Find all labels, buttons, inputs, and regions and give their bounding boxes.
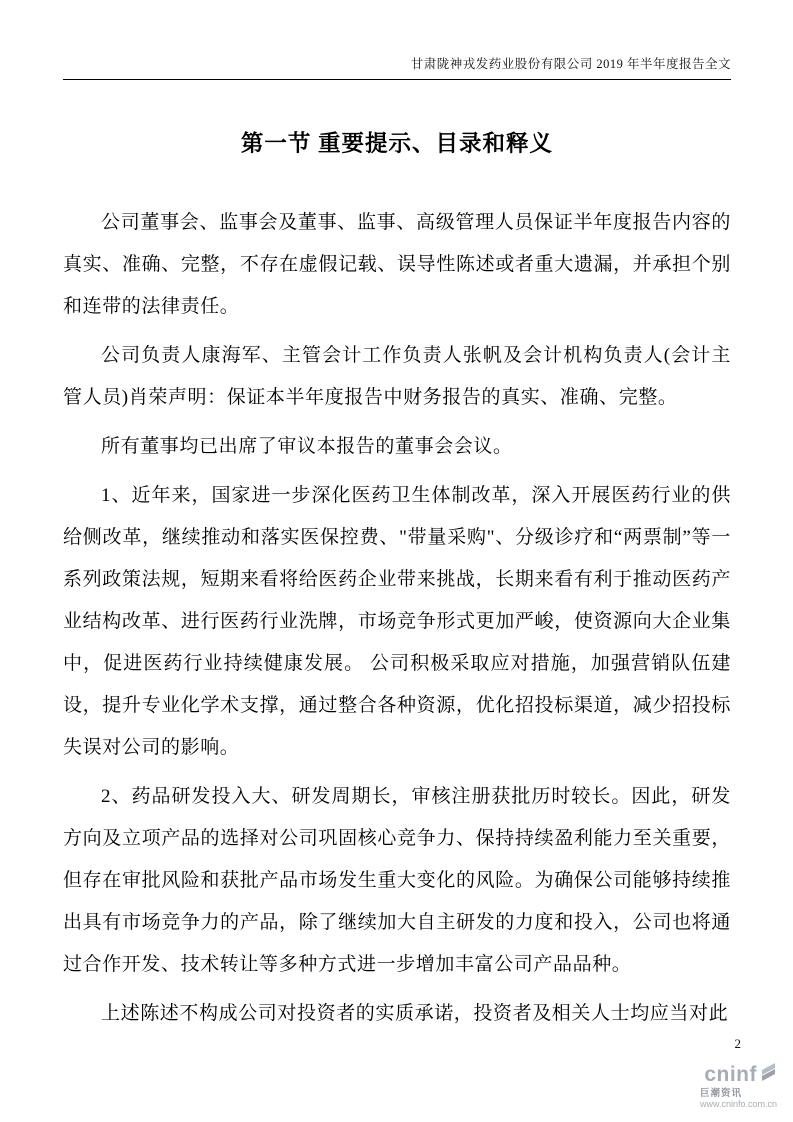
paragraph: 公司董事会、监事会及董事、监事、高级管理人员保证半年度报告内容的真实、准确、完整，不存在虚假记载、误导性陈述或者重大遗漏，并承担个别和连带的法律责任。 — [63, 212, 731, 317]
page-number: 2 — [734, 1036, 741, 1051]
cninfo-logo-name: 巨潮资讯 — [699, 1087, 742, 1099]
report-header-title: 甘肃陇神戎发药业股份有限公司 2019 年半年度报告全文 — [410, 57, 731, 71]
cninfo-logo-text: cninf — [704, 1063, 757, 1087]
header-divider — [63, 79, 731, 80]
paragraph: 1、近年来，国家进一步深化医药卫生体制改革，深入开展医药行业的供给侧改革，继续推动和落实医保控费、"带量采购"、分级诊疗和“两票制”等一系列政策法规，短期来看将给医药企业带来挑战，长期来看有利于推动医药产业结构改革、进行医药行业洗牌，市场竞争形式更加严峻，使资源向大企业集中，促进医药行业持续健康发展。 公司积极采取应对措施，加强营销队伍建设，提升专业化学术支撑，通过整合各种资源，优化招投标渠道，减少招投标失误对公司的影响。 — [63, 485, 731, 758]
page-header — [63, 0, 731, 80]
cninfo-logo-url: www.cninfo.com.cn — [699, 1099, 777, 1110]
cninfo-logo — [700, 1063, 777, 1110]
document-content — [63, 118, 731, 1042]
paragraph: 公司负责人康海军、主管会计工作负责人张帆及会计机构负责人(会计主管人员)肖荣声明：保证本半年度报告中财务报告的真实、准确、完整。 — [63, 345, 731, 408]
section-title: 第一节 重要提示、目录和释义 — [240, 131, 554, 156]
body-text — [63, 202, 731, 1035]
paragraph: 2、药品研发投入大、研发周期长，审核注册获批历时较长。因此，研发方向及立项产品的选择对公司巩固核心竞争力、保持持续盈利能力至关重要，但存在审批风险和获批产品市场发生重大变化的风险。为确保公司能够持续推出具有市场竞争力的产品，除了继续加大自主研发的力度和投入，公司也将通过合作开发、技术转让等多种方式进一步增加丰富公司产品品种。 — [63, 786, 731, 975]
paragraph: 上述陈述不构成公司对投资者的实质承诺，投资者及相关人士均应当对此 — [101, 1003, 729, 1024]
cninfo-logo-row — [700, 1063, 777, 1087]
cninfo-logo-icon — [760, 1063, 777, 1087]
paragraph: 所有董事均已出席了审议本报告的董事会会议。 — [101, 436, 513, 457]
